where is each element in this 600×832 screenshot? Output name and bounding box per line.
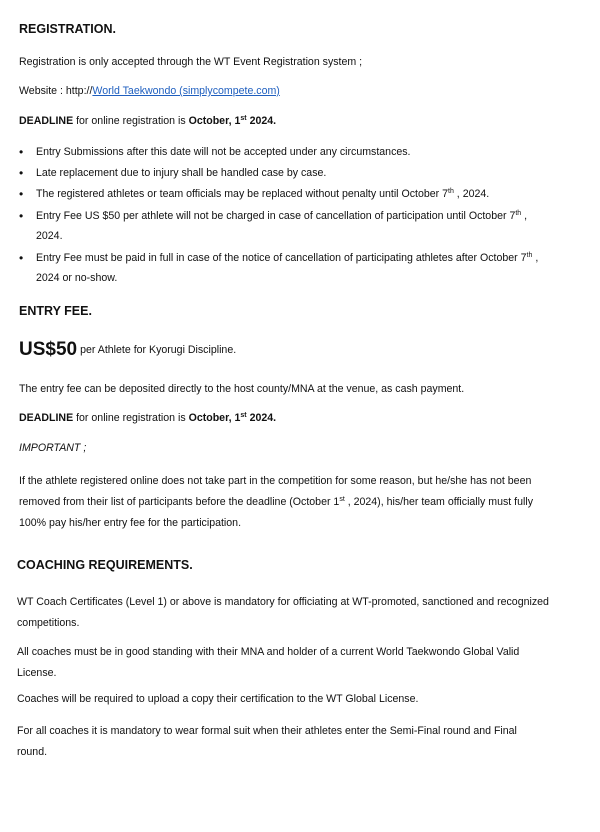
deadline-text: for online registration is: [73, 412, 189, 424]
website-line: [19, 84, 280, 98]
entry-fee-deposit: The entry fee can be deposited directly to the host county/MNA at the venue, as cash payment.: [19, 383, 465, 395]
coaching-paragraph-3: Coaches will be required to upload a copy their certification to the WT Global License.: [17, 693, 419, 705]
deadline-label: DEADLINE: [19, 115, 74, 127]
entry-fee-important-paragraph: If the athlete registered online does not take part in the competition for some reason, but he/she has not been removed from their list of participants before the deadline (October 1st , 2024), his/her team officially must fully 100% pay his/her entry fee for the participation.: [19, 475, 533, 529]
website-label: Website : http://: [19, 85, 93, 97]
list-item: • Entry Fee must be paid in full in case of the notice of cancellation of participating athletes after October 7th , 2024 or no-show.: [19, 248, 592, 288]
coaching-heading: COACHING REQUIREMENTS.: [17, 558, 193, 572]
coaching-paragraph-4: For all coaches it is mandatory to wear formal suit when their athletes enter the Semi-Final round and Final round.: [17, 725, 517, 758]
bullet-icon: •: [19, 187, 24, 201]
bullet-icon: •: [19, 166, 24, 180]
entry-fee-per: per Athlete for Kyorugi Discipline.: [80, 344, 237, 356]
deadline-date: October, 1st 2024.: [188, 115, 277, 127]
registration-deadline: [19, 114, 276, 128]
list-item: • The registered athletes or team officials may be replaced without penalty until October 7th , 2024.: [19, 184, 592, 204]
website-link[interactable]: World Taekwondo (simplycompete.com): [92, 85, 280, 97]
deadline-text: for online registration is: [73, 115, 189, 127]
registration-heading: REGISTRATION.: [19, 22, 116, 36]
entry-fee-deadline: [19, 411, 276, 425]
important-note-label: IMPORTANT ;: [19, 442, 87, 454]
bullet-icon: •: [19, 209, 24, 223]
list-item: • Entry Fee US $50 per athlete will not be charged in case of cancellation of participation until October 7th , 2024.: [19, 206, 592, 246]
entry-fee-heading: ENTRY FEE.: [19, 304, 92, 318]
bullet-icon: •: [19, 251, 24, 265]
bullet-icon: •: [19, 145, 24, 159]
coaching-paragraph-1: WT Coach Certificates (Level 1) or above is mandatory for officiating at WT-promoted, sanctioned and recognized competitions.: [17, 596, 549, 629]
list-item: • Entry Submissions after this date will not be accepted under any circumstances.: [19, 142, 592, 162]
entry-fee-amount-line: [19, 338, 236, 362]
coaching-paragraph-2: All coaches must be in good standing with their MNA and holder of a current World Taekwondo Global Valid License.: [17, 646, 520, 679]
deadline-date: October, 1st 2024.: [188, 412, 277, 424]
list-item: • Late replacement due to injury shall be handled case by case.: [19, 163, 592, 183]
entry-fee-amount: US$50: [19, 339, 78, 360]
registration-intro: Registration is only accepted through the WT Event Registration system ;: [19, 56, 363, 68]
deadline-label: DEADLINE: [19, 412, 74, 424]
